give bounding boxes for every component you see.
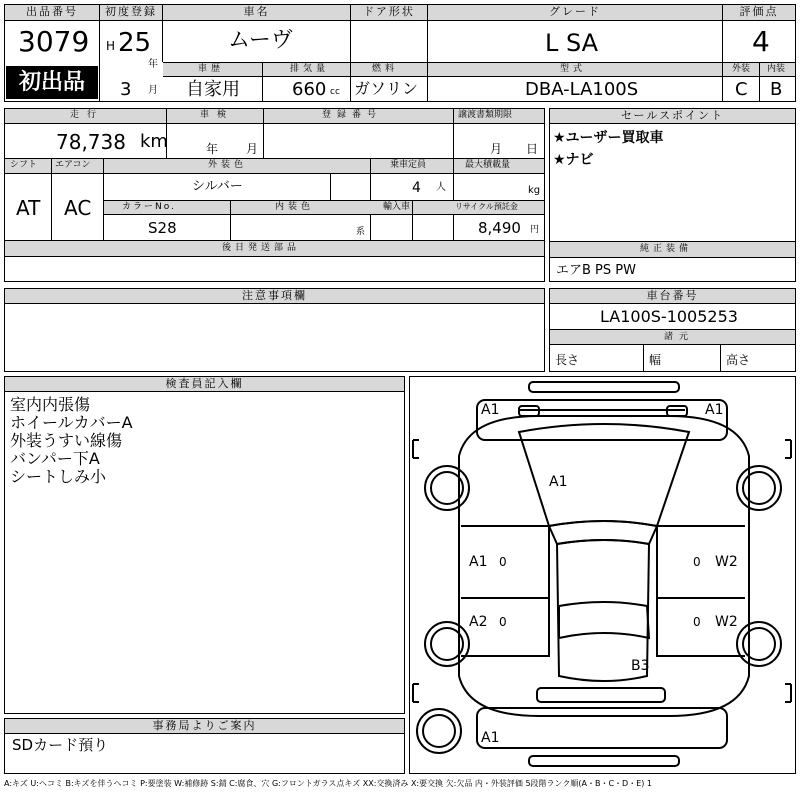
- lot-number-header: 出品番号: [5, 5, 99, 21]
- reg-month: 3: [120, 79, 132, 100]
- inspector-note: 外装うすい線傷: [10, 431, 123, 450]
- mark-right-rear-door: W2: [715, 614, 738, 630]
- score-header: 評価点: [723, 5, 795, 21]
- reg-year: 25: [118, 28, 152, 58]
- fuel-header: 燃料: [372, 64, 399, 74]
- ext-color-header: 外装色: [208, 160, 248, 170]
- car-diagram: [409, 376, 796, 774]
- int-color-unit: 系: [356, 227, 366, 237]
- shift-header: シフト: [10, 160, 38, 170]
- mark-left-rear-door: A2: [469, 614, 488, 630]
- max-load-header: 最大積載量: [465, 160, 511, 170]
- shift: AT: [16, 196, 41, 220]
- deadline-day-unit: 日: [526, 142, 539, 156]
- office-note: SDカード預り: [12, 736, 109, 754]
- history: 自家用: [186, 79, 240, 100]
- inspector-note: バンパー下A: [10, 449, 100, 468]
- transfer-deadline-header: 譲渡書類期限: [458, 110, 513, 120]
- inspection-header: 車検: [200, 110, 235, 120]
- office-header: 事務局よりご案内: [5, 719, 404, 734]
- import-header: 輸入車: [383, 202, 411, 212]
- mark-zero: 0: [499, 555, 507, 569]
- exterior-grade: C: [735, 79, 748, 100]
- inspection-year-unit: 年: [206, 142, 219, 156]
- height-label: 高さ: [726, 353, 751, 367]
- aircon-header: エアコン: [55, 160, 91, 170]
- length-label: 長さ: [555, 353, 580, 367]
- model-code: DBA-LA100S: [525, 79, 639, 100]
- inspector-note: シートしみ小: [10, 467, 107, 486]
- displacement: 660: [292, 79, 327, 100]
- exterior-header: 外装: [732, 64, 751, 74]
- displacement-unit: cc: [330, 87, 340, 97]
- first-reg-header: 初度登録: [100, 5, 162, 21]
- car-name-header: 車名: [163, 5, 350, 21]
- mark-front-left: A1: [481, 402, 500, 418]
- recycle-unit: 円: [530, 225, 540, 235]
- ext-color: シルバー: [192, 179, 243, 194]
- displacement-header: 排気量: [290, 64, 330, 74]
- mark-hood: A1: [549, 474, 568, 490]
- door-header: ドア形状: [351, 5, 427, 21]
- genuine-equipment: エアB PS PW: [556, 263, 636, 278]
- interior-header: 内装: [767, 64, 786, 74]
- color-no: S28: [148, 219, 177, 237]
- history-header: 車歴: [198, 64, 225, 74]
- month-unit: 月: [148, 85, 158, 96]
- mark-left-front-door: A1: [469, 554, 488, 570]
- int-color-header: 内装色: [275, 202, 315, 212]
- mark-right-front-door: W2: [715, 554, 738, 570]
- grade-header: グレード: [428, 5, 722, 21]
- mark-rear-left: A1: [481, 730, 500, 746]
- chassis-number: LA100S-1005253: [600, 307, 738, 326]
- color-no-header: カラーNo.: [122, 202, 176, 212]
- mileage: 78,738: [56, 130, 126, 154]
- era: H: [106, 39, 116, 53]
- model-code-header: 型式: [560, 64, 587, 74]
- legend: A:キズ U:ヘコミ B:キズを伴うヘコミ P:要塗装 W:補修跡 S:錆 C:腐食、穴 G:フロントガラス点キズ XX:交換済み X:要交換 欠:欠品 内・外装評価 5段階ランク順(A・B・C・D・E) 1: [4, 779, 653, 788]
- first-listing-badge: 初出品: [6, 66, 98, 99]
- mark-zero: 0: [693, 615, 701, 629]
- sales-point: ★ユーザー買取車: [553, 130, 664, 146]
- inspector-note: ホイールカバーA: [10, 413, 133, 432]
- reg-number-header: 登録番号: [322, 110, 383, 120]
- mileage-unit: km: [140, 131, 168, 152]
- lot-number: 3079: [18, 25, 90, 58]
- capacity-header: 乗車定員: [390, 160, 427, 170]
- mark-front-right: A1: [705, 402, 724, 418]
- aircon: AC: [64, 196, 92, 220]
- deadline-month-unit: 月: [490, 142, 503, 156]
- dimensions-header: 諸元: [664, 332, 695, 342]
- recycle-header: リサイクル預託金: [455, 202, 518, 211]
- car-name: ムーヴ: [228, 28, 293, 53]
- mark-rear-roof: B3: [631, 658, 650, 674]
- load-unit: kg: [528, 185, 541, 196]
- interior-grade: B: [770, 79, 783, 100]
- year-unit: 年: [148, 59, 158, 70]
- mark-zero: 0: [499, 615, 507, 629]
- inspection-month-unit: 月: [246, 142, 259, 156]
- chassis-header: 車台番号: [550, 289, 795, 304]
- fuel: ガソリン: [354, 79, 419, 98]
- grade: L SA: [545, 29, 599, 57]
- inspector-notes: [10, 396, 133, 486]
- notes-header: 注意事項欄: [5, 289, 544, 304]
- inspector-note: 室内内張傷: [10, 395, 91, 414]
- later-parts-header: 後日発送部品: [222, 243, 301, 253]
- recycle: 8,490: [478, 219, 521, 237]
- inspector-header: 検査員記入欄: [5, 377, 404, 392]
- sales-point: ★ナビ: [553, 152, 594, 168]
- sales-points-header: セールスポイント: [550, 109, 795, 124]
- capacity: 4: [412, 180, 421, 196]
- capacity-unit: 人: [436, 182, 446, 193]
- mileage-header: 走行: [70, 110, 105, 120]
- width-label: 幅: [649, 353, 662, 367]
- genuine-equipment-header: 純正装備: [640, 244, 693, 254]
- mark-zero: 0: [693, 555, 701, 569]
- score: 4: [752, 25, 770, 58]
